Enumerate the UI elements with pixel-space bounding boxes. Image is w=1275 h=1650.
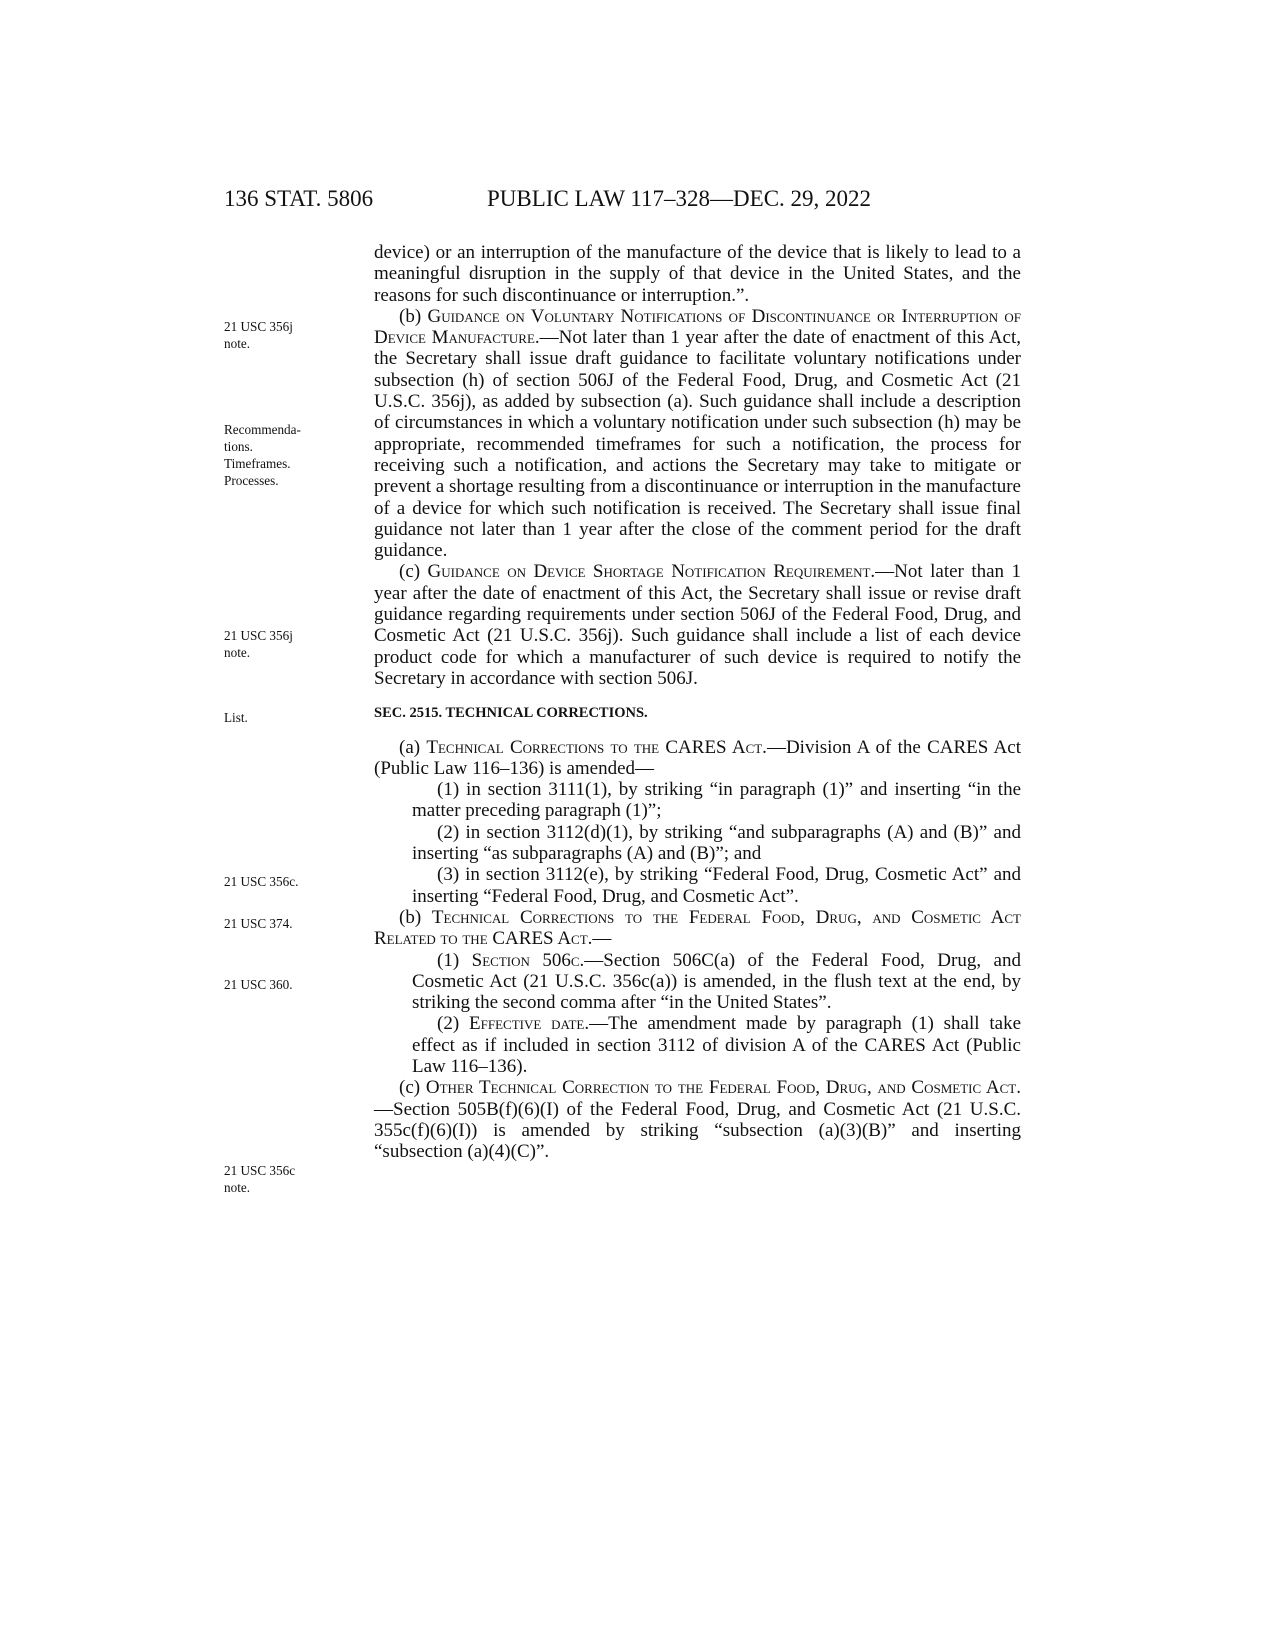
subsection-c: (c) Guidance on Device Shortage Notification Requirement.—Not later than 1 year after the date of enactment of this Act, the Secretary shall issue or revise draft guidance regarding requirements under section 506J of the Federal Food, Drug, and Cosmetic Act (21 U.S.C. 356j). Such guidance shall include a list of each device product code for which a manufacturer of such device is required to notify the Secretary in accordance with section 506J. bbox=[374, 561, 1021, 689]
statute-page-number: 136 STAT. 5806 bbox=[224, 186, 374, 211]
section-heading: SEC. 2515. TECHNICAL CORRECTIONS. bbox=[374, 705, 648, 722]
page-header bbox=[0, 186, 1275, 220]
paragraph-b2-2: (2) Effective date.—The amendment made by paragraph (1) shall take effect as if included in section 3112 of division A of the CARES Act (Public Law 116–136). bbox=[412, 1013, 1021, 1077]
margin-note: 21 USC 356j note. bbox=[224, 319, 293, 351]
margin-note: 21 USC 356c. bbox=[224, 874, 299, 889]
paragraph-continuation: device) or an interruption of the manufacture of the device that is likely to lead to a meaningful disruption in the supply of that device in the United States, and the reasons for such discontinuance or interruption.”. bbox=[374, 242, 1021, 306]
subsection-b2: (b) Technical Corrections to the Federal Food, Drug, and Cosmetic Act Related to the CARES Act.— bbox=[374, 906, 1021, 950]
margin-note: Recommenda- tions. Timeframes. Processes. bbox=[224, 422, 301, 488]
paragraph-a1: (1) in section 3111(1), by striking “in paragraph (1)” and inserting “in the matter preceding paragraph (1)”; bbox=[412, 779, 1021, 822]
margin-note: 21 USC 374. bbox=[224, 916, 293, 931]
margin-note: 21 USC 356c note. bbox=[224, 1163, 296, 1195]
subsection-a: (a) Technical Corrections to the CARES Act.—Division A of the CARES Act (Public Law 116–136) is amended— bbox=[374, 736, 1021, 779]
margin-note: 21 USC 360. bbox=[224, 977, 293, 992]
margin-note: List. bbox=[224, 710, 248, 725]
subsection-c2: (c) Other Technical Correction to the Federal Food, Drug, and Cosmetic Act.—Section 505B(f)(6)(I) of the Federal Food, Drug, and Cosmetic Act (21 U.S.C. 355c(f)(6)(I)) is amended by striking “subsection (a)(3)(B)” and inserting “subsection (a)(4)(C)”. bbox=[374, 1077, 1021, 1163]
paragraph-a3: (3) in section 3112(e), by striking “Federal Food, Drug, Cosmetic Act” and inserting “Federal Food, Drug, and Cosmetic Act”. bbox=[412, 864, 1021, 907]
margin-note: 21 USC 356j note. bbox=[224, 628, 293, 660]
body-text bbox=[374, 242, 1021, 1162]
public-law-title: PUBLIC LAW 117–328—DEC. 29, 2022 bbox=[487, 186, 872, 211]
paragraph-b2-1: (1) Section 506c.—Section 506C(a) of the Federal Food, Drug, and Cosmetic Act (21 U.S.C. 356c(a)) is amended, in the flush text at the end, by striking the second comma after “in the United States”. bbox=[412, 949, 1021, 1014]
subsection-b: (b) Guidance on Voluntary Notifications of Discontinuance or Interruption of Device Manufacture.—Not later than 1 year after the date of enactment of this Act, the Secretary shall issue draft guidance to facilitate voluntary notifications under subsection (h) of section 506J of the Federal Food, Drug, and Cosmetic Act (21 U.S.C. 356j), as added by subsection (a). Such guidance shall include a description of circumstances in which a voluntary notification under such subsection (h) may be appropriate, recommended timeframes for such a notification, the process for receiving such a notification, and actions the Secretary may take to mitigate or prevent a shortage resulting from a discontinuance or interruption in the manufacture of a device for which such notification is received. The Secretary shall issue final guidance not later than 1 year after the close of the comment period for the draft guidance. bbox=[374, 305, 1022, 562]
paragraph-a2: (2) in section 3112(d)(1), by striking “and subparagraphs (A) and (B)” and inserting “as subparagraphs (A) and (B)”; and bbox=[412, 821, 1021, 865]
